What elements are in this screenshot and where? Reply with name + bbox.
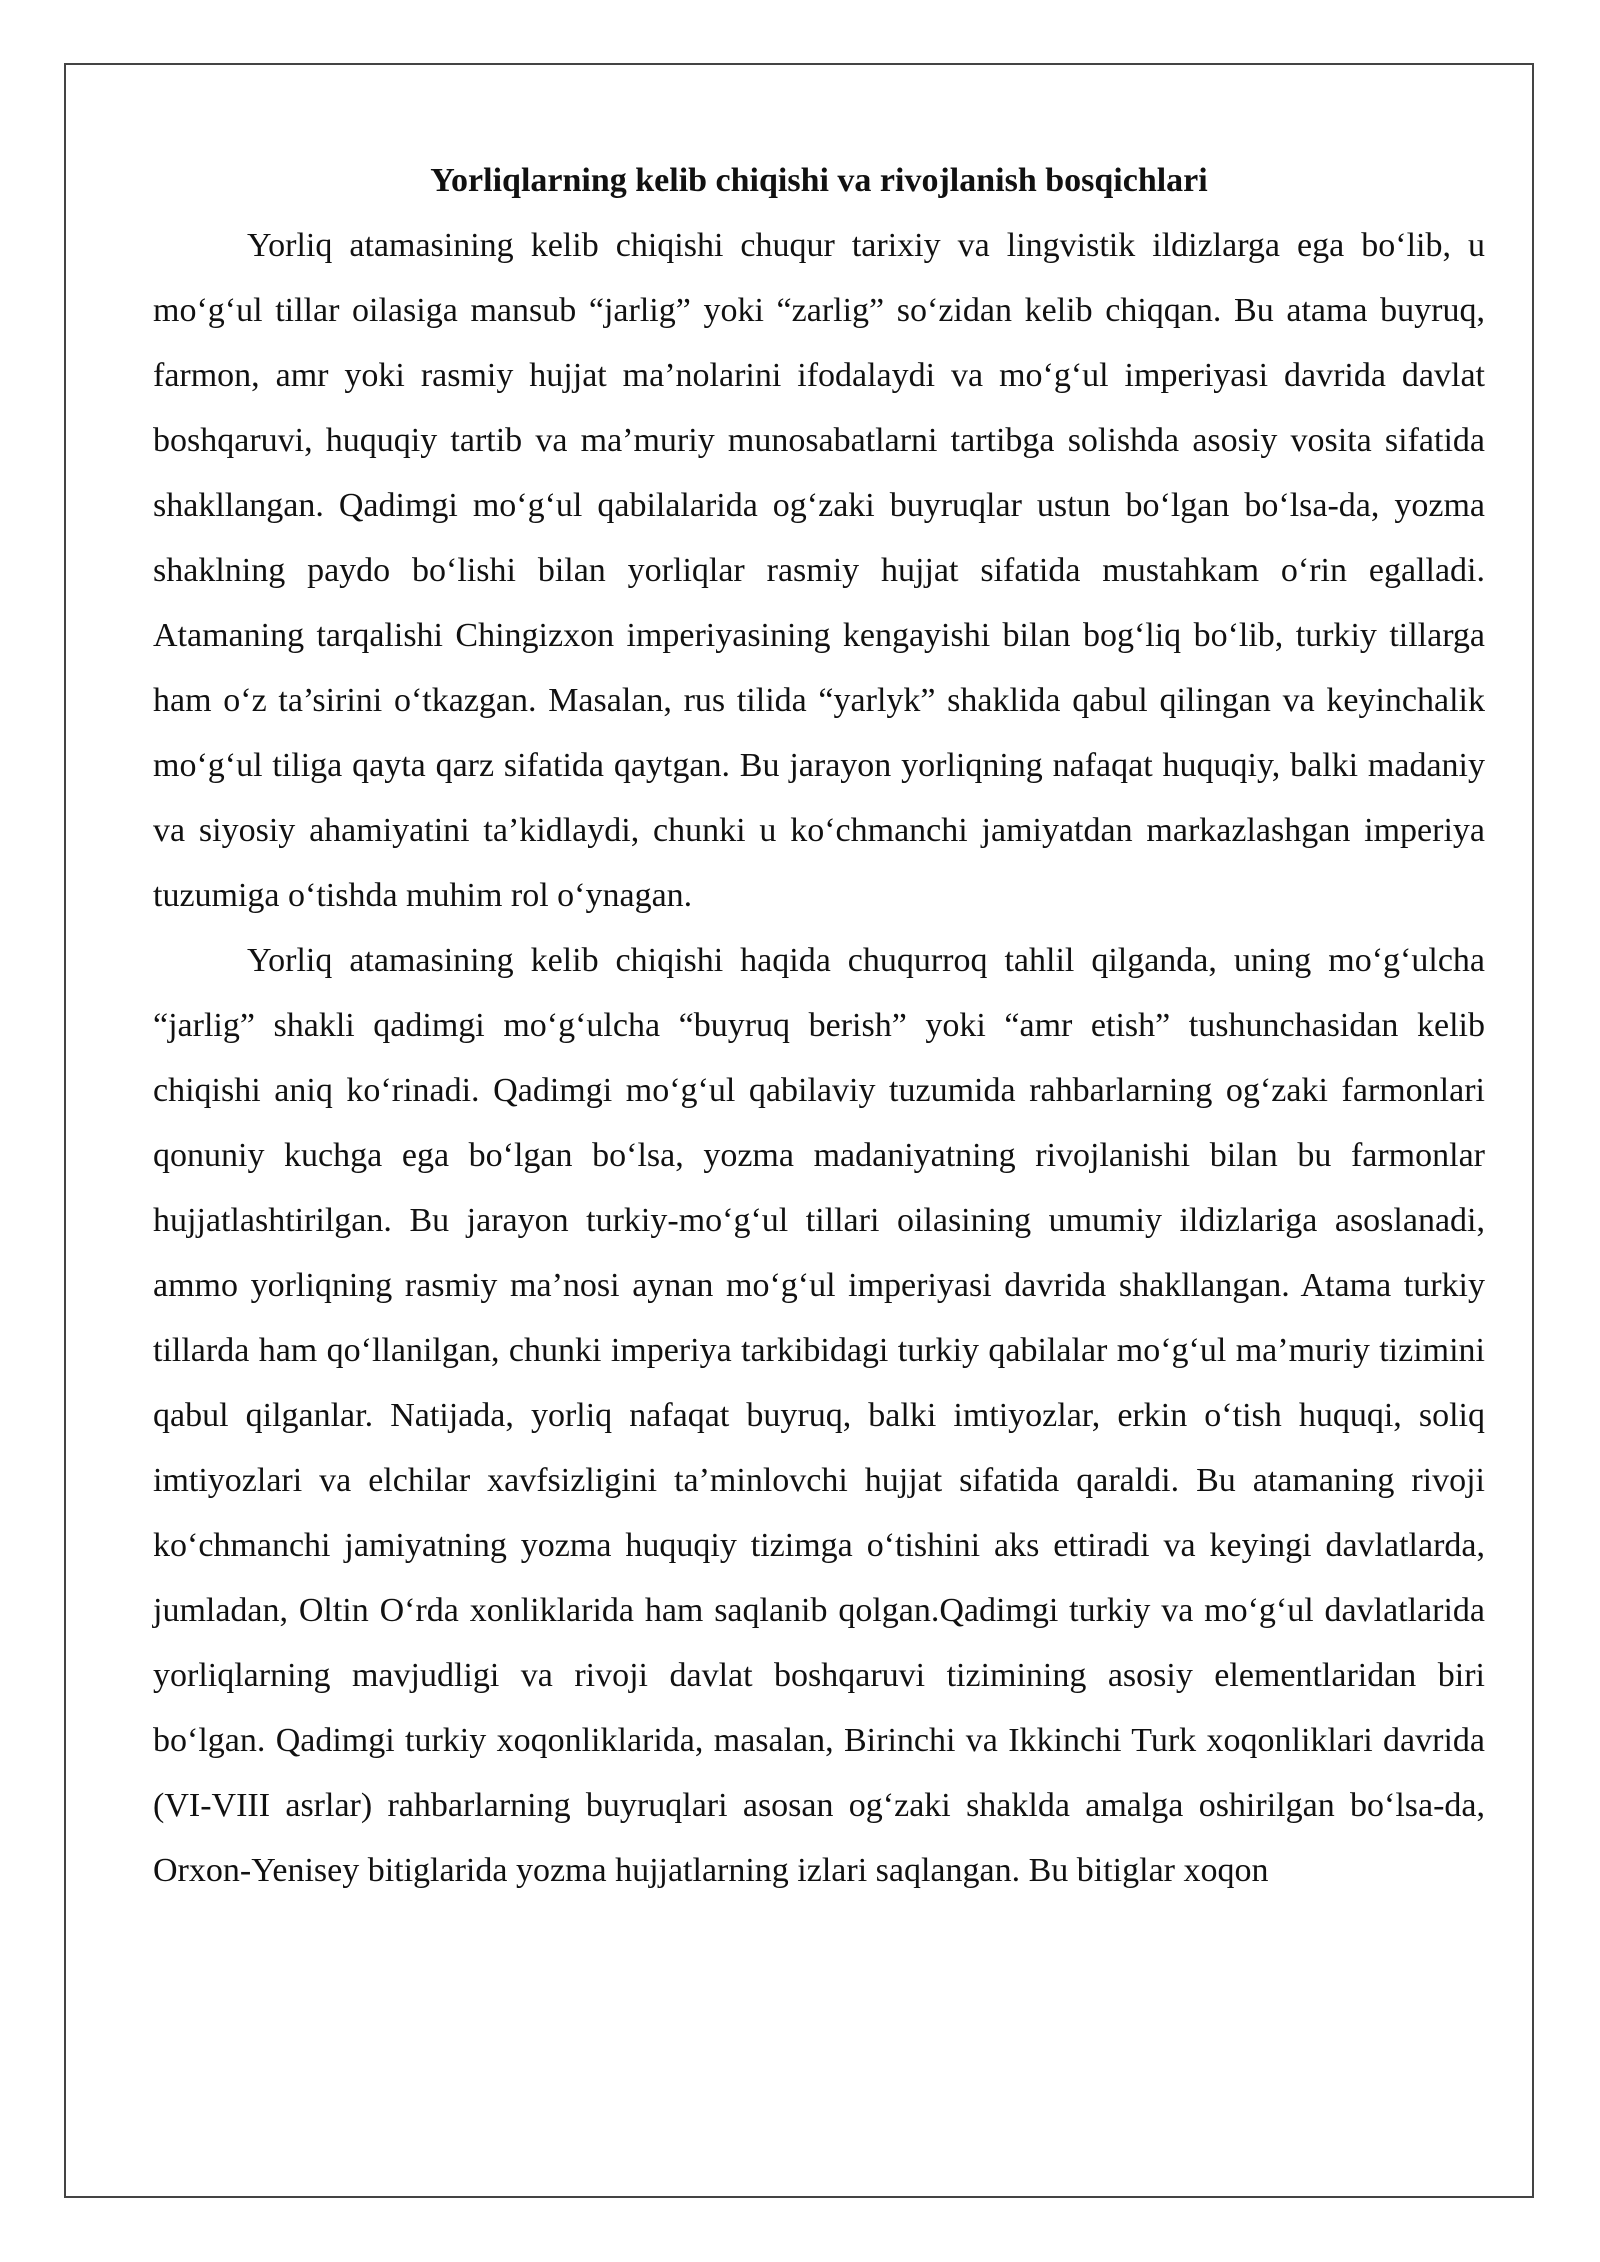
document-title: Yorliqlarning kelib chiqishi va rivojlanish bosqichlari bbox=[430, 162, 1208, 199]
paragraph-2: Yorliq atamasining kelib chiqishi haqida chuqurroq tahlil qilganda, uning mo‘g‘ulcha “jarlig” shakli qadimgi mo‘g‘ulcha “buyruq berish” yoki “amr etish” tushunchasidan kelib chiqishi aniq ko‘rinadi. Qadimgi mo‘g‘ul qabilaviy tuzumida rahbarlarning og‘zaki farmonlari qonuniy kuchga ega bo‘lgan bo‘lsa, yozma madaniyatning rivojlanishi bilan bu farmonlar hujjatlashtirilgan. Bu jarayon turkiy-mo‘g‘ul tillari oilasining umumiy ildizlariga asoslanadi, ammo yorliqning rasmiy ma’nosi aynan mo‘g‘ul imperiyasi davrida shakllangan. Atama turkiy tillarda ham qo‘llanilgan, chunki imperiya tarkibidagi turkiy qabilalar mo‘g‘ul ma’muriy tizimini qabul qilganlar. Natijada, yorliq nafaqat buyruq, balki imtiyozlar, erkin o‘tish huquqi, soliq imtiyozlari va elchilar xavfsizligini ta’minlovchi hujjat sifatida qaraldi. Bu atamaning rivoji ko‘chmanchi jamiyatning yozma huquqiy tizimga o‘tishini aks ettiradi va keyingi davlatlarda, jumladan, Oltin O‘rda xonliklarida ham saqlanib qolgan.Qadimgi turkiy va mo‘g‘ul davlatlarida yorliqlarning mavjudligi va rivoji davlat boshqaruvi tizimining asosiy elementlaridan biri bo‘lgan. Qadimgi turkiy xoqonliklarida, masalan, Birinchi va Ikkinchi Turk xoqonliklari davrida (VI-VIII asrlar) rahbarlarning buyruqlari asosan og‘zaki shaklda amalga oshirilgan bo‘lsa-da, Orxon-Yenisey bitiglarida yozma hujjatlarning izlari saqlangan. Bu bitiglar xoqon bbox=[153, 942, 1485, 1889]
document-body bbox=[153, 148, 1485, 1903]
paragraph-1: Yorliq atamasining kelib chiqishi chuqur tarixiy va lingvistik ildizlarga ega bo‘lib, u mo‘g‘ul tillar oilasiga mansub “jarlig” yoki “zarlig” so‘zidan kelib chiqqan. Bu atama buyruq, farmon, amr yoki rasmiy hujjat ma’nolarini ifodalaydi va mo‘g‘ul imperiyasi davrida davlat boshqaruvi, huquqiy tartib va ma’muriy munosabatlarni tartibga solishda asosiy vosita sifatida shakllangan. Qadimgi mo‘g‘ul qabilalarida og‘zaki buyruqlar ustun bo‘lgan bo‘lsa-da, yozma shaklning paydo bo‘lishi bilan yorliqlar rasmiy hujjat sifatida mustahkam o‘rin egalladi. Atamaning tarqalishi Chingizxon imperiyasining kengayishi bilan bog‘liq bo‘lib, turkiy tillarga ham o‘z ta’sirini o‘tkazgan. Masalan, rus tilida “yarlyk” shaklida qabul qilingan va keyinchalik mo‘g‘ul tiliga qayta qarz sifatida qaytgan. Bu jarayon yorliqning nafaqat huquqiy, balki madaniy va siyosiy ahamiyatini ta’kidlaydi, chunki u ko‘chmanchi jamiyatdan markazlashgan imperiya tuzumiga o‘tishda muhim rol o‘ynagan. bbox=[153, 227, 1485, 914]
